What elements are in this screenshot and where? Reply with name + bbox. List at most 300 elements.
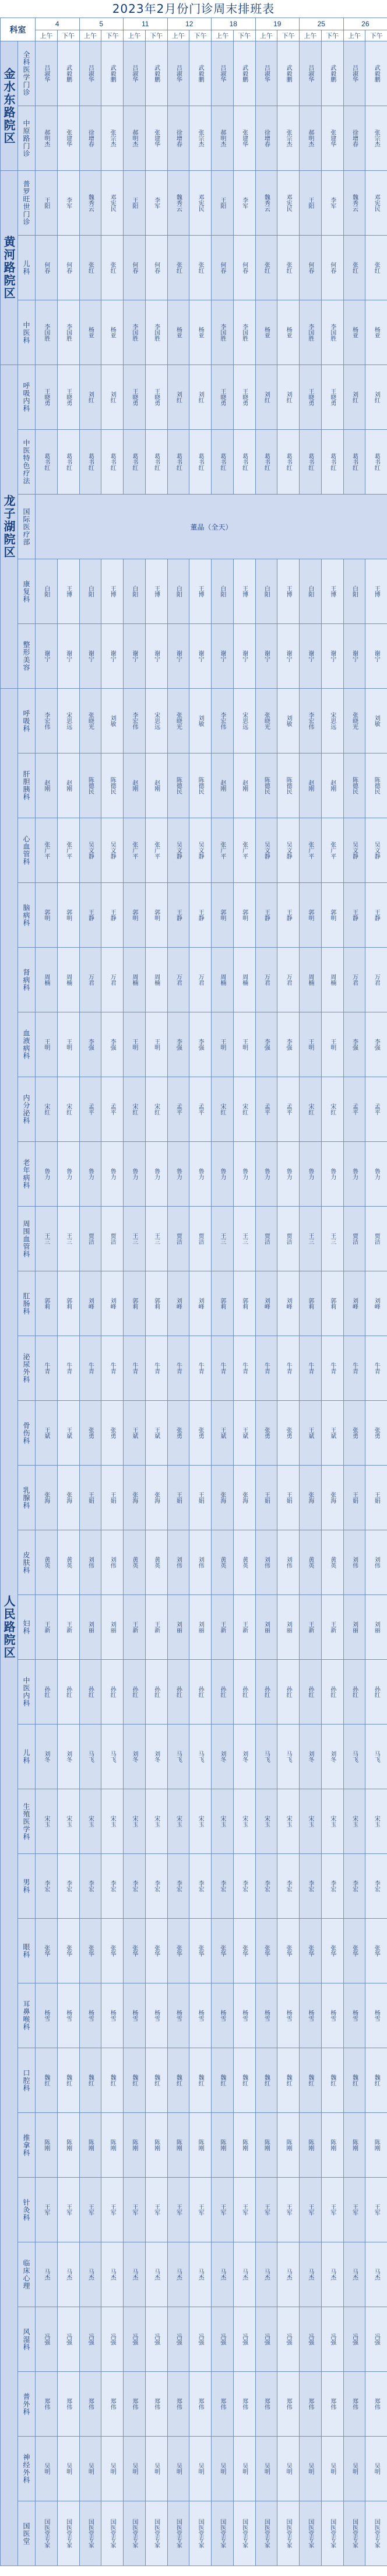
doctor-cell: 吴明	[365, 2437, 387, 2501]
doctor-cell: 鲁力	[300, 1142, 322, 1207]
doctor-cell: 谢宁	[145, 624, 167, 689]
doctor-cell: 赵刚	[321, 753, 343, 818]
schedule-row	[1, 2307, 387, 2372]
doctor-cell: 赵刚	[300, 753, 322, 818]
doctor-cell: 马飞	[255, 1725, 277, 1789]
dept-label: 推拿科	[18, 2113, 36, 2178]
morning-header: 上午	[212, 30, 234, 41]
doctor-cell: 鲁力	[212, 1142, 234, 1207]
doctor-cell: 张广平	[233, 818, 255, 883]
doctor-cell: 张华	[300, 1919, 322, 1983]
doctor-cell: 宋红	[124, 1077, 146, 1142]
doctor-cell: 宋红	[36, 1077, 58, 1142]
doctor-cell: 周楠	[145, 948, 167, 1012]
doctor-cell: 吴明	[57, 2437, 79, 2501]
doctor-cell: 张勇	[277, 1401, 300, 1466]
schedule-row	[1, 1660, 387, 1725]
doctor-cell: 吴明	[321, 2437, 343, 2501]
doctor-cell: 王斌	[321, 1401, 343, 1466]
doctor-cell: 郭莉	[57, 1271, 79, 1336]
doctor-cell: 牛青	[101, 1336, 124, 1401]
doctor-cell: 陈刚	[233, 2113, 255, 2178]
doctor-cell: 孙红	[57, 1660, 79, 1725]
doctor-cell: 郭莉	[321, 1271, 343, 1336]
doctor-cell: 王静	[255, 883, 277, 948]
doctor-cell: 国医堂专家	[167, 2501, 189, 2566]
doctor-cell: 谢宁	[167, 624, 189, 689]
doctor-cell: 王阳	[36, 171, 58, 236]
doctor-cell: 李宏	[233, 1854, 255, 1919]
doctor-cell: 郑伟	[101, 2372, 124, 2437]
afternoon-header: 下午	[233, 30, 255, 41]
doctor-cell: 杨雪	[321, 1983, 343, 2048]
doctor-cell: 冯强	[343, 2307, 365, 2372]
doctor-cell: 国医堂专家	[321, 2501, 343, 2566]
schedule-row	[1, 430, 387, 495]
doctor-cell: 白阳	[79, 559, 101, 624]
doctor-cell: 王博	[321, 559, 343, 624]
doctor-cell: 王三	[36, 1207, 58, 1271]
doctor-cell: 魏红	[57, 2048, 79, 2113]
doctor-cell: 万君	[101, 948, 124, 1012]
doctor-cell: 武毅鹏	[101, 41, 124, 106]
doctor-cell: 张勇	[365, 1401, 387, 1466]
campus-name: 黄河路院区	[2, 236, 16, 300]
doctor-cell: 鲁力	[57, 1142, 79, 1207]
doctor-cell: 冯强	[365, 2307, 387, 2372]
doctor-cell: 刘敏	[101, 689, 124, 753]
doctor-cell: 张华	[365, 1919, 387, 1983]
doctor-cell: 王博	[101, 559, 124, 624]
doctor-cell: 郭莉	[124, 1271, 146, 1336]
doctor-cell: 鲁力	[277, 1142, 300, 1207]
doctor-cell: 陈刚	[189, 2113, 212, 2178]
doctor-cell: 张宗杰	[101, 106, 124, 171]
doctor-cell: 徐增春	[343, 106, 365, 171]
doctor-cell: 陈刚	[300, 2113, 322, 2178]
doctor-cell: 陈德民	[101, 753, 124, 818]
doctor-cell: 牛青	[189, 1336, 212, 1401]
doctor-cell: 王娟	[189, 1466, 212, 1530]
doctor-cell: 张宗杰	[277, 106, 300, 171]
doctor-cell: 马杰	[167, 2242, 189, 2307]
doctor-cell: 万君	[79, 948, 101, 1012]
doctor-cell: 郭明	[57, 883, 79, 948]
doctor-cell: 李强	[79, 1012, 101, 1077]
doctor-cell: 刘峰	[343, 1271, 365, 1336]
schedule-row	[1, 1336, 387, 1401]
doctor-cell: 贾洁	[79, 1207, 101, 1271]
doctor-cell: 郑伟	[57, 2372, 79, 2437]
doctor-cell: 白阳	[124, 559, 146, 624]
doctor-cell: 郝明杰	[124, 106, 146, 171]
doctor-cell: 刘敏	[277, 689, 300, 753]
doctor-cell: 魏红	[321, 2048, 343, 2113]
doctor-cell: 李宏伟	[300, 689, 322, 753]
doctor-cell: 张华	[343, 1919, 365, 1983]
doctor-cell: 吴明	[277, 2437, 300, 2501]
doctor-cell: 贾洁	[101, 1207, 124, 1271]
dept-label: 生殖医学科	[18, 1789, 36, 1854]
schedule-row	[1, 1595, 387, 1660]
doctor-cell: 孙红	[255, 1660, 277, 1725]
doctor-cell: 孙红	[343, 1660, 365, 1725]
doctor-cell: 孙红	[300, 1660, 322, 1725]
doctor-cell: 谢宁	[233, 624, 255, 689]
doctor-cell: 吴明	[343, 2437, 365, 2501]
doctor-cell: 郑伟	[36, 2372, 58, 2437]
doctor-cell: 谢宁	[79, 624, 101, 689]
doctor-cell: 李国胜	[212, 300, 234, 365]
doctor-cell: 魏红	[124, 2048, 146, 2113]
dept-label: 皮肤科	[18, 1530, 36, 1595]
doctor-cell: 周楠	[321, 948, 343, 1012]
doctor-cell: 冯强	[101, 2307, 124, 2372]
campus-name: 人民路院区	[2, 1595, 16, 1659]
doctor-cell: 白阳	[36, 559, 58, 624]
doctor-cell: 张华	[321, 1919, 343, 1983]
doctor-cell: 宋玉	[167, 1789, 189, 1854]
dept-label: 儿科	[18, 236, 36, 300]
doctor-cell: 李宏	[212, 1854, 234, 1919]
doctor-cell: 李国胜	[124, 300, 146, 365]
doctor-cell: 刘红	[101, 365, 124, 430]
doctor-cell: 张华	[189, 1919, 212, 1983]
doctor-cell: 杨雪	[189, 1983, 212, 2048]
doctor-cell: 李宏	[57, 1854, 79, 1919]
schedule-row	[1, 883, 387, 948]
doctor-cell: 陈刚	[124, 2113, 146, 2178]
doctor-cell: 武毅鹏	[365, 41, 387, 106]
doctor-cell: 宋玉	[57, 1789, 79, 1854]
schedule-row	[1, 365, 387, 430]
doctor-cell: 吴文静	[189, 818, 212, 883]
doctor-cell: 李军	[233, 171, 255, 236]
doctor-cell: 陈德民	[277, 753, 300, 818]
doctor-cell: 郭明	[212, 883, 234, 948]
day-header: 19	[255, 18, 300, 30]
schedule-row	[1, 1142, 387, 1207]
schedule-row	[1, 2178, 387, 2242]
doctor-cell: 马杰	[212, 2242, 234, 2307]
doctor-cell: 郭莉	[212, 1271, 234, 1336]
doctor-cell: 国医堂专家	[124, 2501, 146, 2566]
doctor-cell: 张勇	[189, 1401, 212, 1466]
doctor-cell: 王军	[101, 2178, 124, 2242]
dept-label: 妇科	[18, 1595, 36, 1660]
doctor-cell: 陈德民	[343, 753, 365, 818]
doctor-cell: 李宏	[343, 1854, 365, 1919]
doctor-cell: 冯强	[167, 2307, 189, 2372]
doctor-cell: 王博	[145, 559, 167, 624]
doctor-cell: 李国胜	[57, 300, 79, 365]
doctor-cell: 王博	[233, 559, 255, 624]
doctor-cell: 宋思远	[145, 689, 167, 753]
schedule-row	[1, 2372, 387, 2437]
doctor-cell: 宋玉	[101, 1789, 124, 1854]
schedule-row	[1, 1271, 387, 1336]
doctor-cell: 王博	[277, 559, 300, 624]
doctor-cell: 宋思远	[233, 689, 255, 753]
doctor-cell: 牛青	[212, 1336, 234, 1401]
doctor-cell: 周楠	[212, 948, 234, 1012]
doctor-cell: 张广平	[145, 818, 167, 883]
doctor-cell: 王军	[36, 2178, 58, 2242]
doctor-cell: 郭莉	[36, 1271, 58, 1336]
doctor-cell: 张勇	[343, 1401, 365, 1466]
doctor-cell: 张华	[57, 1919, 79, 1983]
afternoon-header: 下午	[321, 30, 343, 41]
doctor-cell: 王静	[343, 883, 365, 948]
doctor-cell: 刘峰	[277, 1271, 300, 1336]
dept-label: 周围血管科	[18, 1207, 36, 1271]
doctor-cell: 郑伟	[255, 2372, 277, 2437]
doctor-cell: 王静	[101, 883, 124, 948]
doctor-cell: 杨雪	[145, 1983, 167, 2048]
dept-label: 中医内科	[18, 1660, 36, 1725]
doctor-cell: 国医堂专家	[189, 2501, 212, 2566]
doctor-cell: 魏红	[36, 2048, 58, 2113]
doctor-cell: 王军	[167, 2178, 189, 2242]
doctor-cell: 李国胜	[145, 300, 167, 365]
doctor-cell: 武毅鹏	[145, 41, 167, 106]
doctor-cell: 何春	[36, 236, 58, 300]
doctor-cell: 张红	[189, 236, 212, 300]
doctor-cell: 宋思远	[57, 689, 79, 753]
doctor-cell: 李宏伟	[36, 689, 58, 753]
doctor-cell: 谢宁	[36, 624, 58, 689]
dept-label: 普罗旺世门诊	[18, 171, 36, 236]
doctor-cell: 王斌	[57, 1401, 79, 1466]
doctor-cell: 赵刚	[233, 753, 255, 818]
doctor-cell: 鲁力	[124, 1142, 146, 1207]
doctor-cell: 葛书红	[212, 430, 234, 495]
doctor-cell: 郭明	[321, 883, 343, 948]
doctor-cell: 白阳	[212, 559, 234, 624]
doctor-cell: 国医堂专家	[57, 2501, 79, 2566]
doctor-cell: 何春	[233, 236, 255, 300]
doctor-cell: 王娟	[167, 1466, 189, 1530]
dept-label: 肝胆胰科	[18, 753, 36, 818]
doctor-cell: 冯强	[124, 2307, 146, 2372]
doctor-cell: 赵刚	[36, 753, 58, 818]
doctor-cell: 王静	[365, 883, 387, 948]
doctor-cell: 魏红	[300, 2048, 322, 2113]
doctor-cell: 李国胜	[321, 300, 343, 365]
morning-header: 上午	[300, 30, 322, 41]
doctor-cell: 孙红	[145, 1660, 167, 1725]
doctor-cell: 王晓勇	[36, 365, 58, 430]
afternoon-header: 下午	[57, 30, 79, 41]
doctor-cell: 李宏	[79, 1854, 101, 1919]
doctor-cell: 孙红	[101, 1660, 124, 1725]
doctor-cell: 魏红	[101, 2048, 124, 2113]
doctor-cell: 王三	[321, 1207, 343, 1271]
doctor-cell: 刘丽	[255, 1595, 277, 1660]
doctor-cell: 张广平	[57, 818, 79, 883]
dept-label: 男科	[18, 1854, 36, 1919]
doctor-cell: 王明	[57, 1012, 79, 1077]
doctor-cell: 周楠	[57, 948, 79, 1012]
doctor-cell: 武毅鹏	[233, 41, 255, 106]
doctor-cell: 陈德民	[167, 753, 189, 818]
schedule-row	[1, 1983, 387, 2048]
doctor-cell: 张海	[36, 1466, 58, 1530]
doctor-cell: 刘冬	[321, 1725, 343, 1789]
doctor-cell: 王斌	[233, 1401, 255, 1466]
doctor-cell: 孙红	[167, 1660, 189, 1725]
doctor-cell: 王静	[277, 883, 300, 948]
doctor-cell: 李宏	[365, 1854, 387, 1919]
doctor-cell: 白阳	[343, 559, 365, 624]
dept-label: 老年病科	[18, 1142, 36, 1207]
doctor-cell: 杨亚	[365, 300, 387, 365]
doctor-cell: 王晓勇	[57, 365, 79, 430]
doctor-cell: 王娟	[101, 1466, 124, 1530]
doctor-cell: 陈刚	[365, 2113, 387, 2178]
doctor-cell: 刘敏	[365, 689, 387, 753]
doctor-cell: 马杰	[189, 2242, 212, 2307]
schedule-row	[1, 559, 387, 624]
doctor-cell: 谢宁	[300, 624, 322, 689]
doctor-cell: 郝明杰	[212, 106, 234, 171]
doctor-cell: 郝明杰	[300, 106, 322, 171]
doctor-cell: 王斌	[36, 1401, 58, 1466]
day-header: 18	[212, 18, 256, 30]
doctor-cell: 吴文静	[167, 818, 189, 883]
doctor-cell: 吴文静	[255, 818, 277, 883]
doctor-cell: 王晓勇	[321, 365, 343, 430]
doctor-cell: 魏秀云	[343, 171, 365, 236]
doctor-cell: 郭明	[233, 883, 255, 948]
doctor-cell: 刘峰	[167, 1271, 189, 1336]
doctor-cell: 张红	[101, 236, 124, 300]
doctor-cell: 葛书红	[57, 430, 79, 495]
doctor-cell: 何春	[124, 236, 146, 300]
schedule-row	[1, 1919, 387, 1983]
doctor-cell: 郑伟	[321, 2372, 343, 2437]
doctor-cell: 贾洁	[189, 1207, 212, 1271]
dept-label: 康复科	[18, 559, 36, 624]
doctor-cell: 武毅鹏	[277, 41, 300, 106]
doctor-cell: 王新	[36, 1595, 58, 1660]
doctor-cell: 李宏	[167, 1854, 189, 1919]
doctor-cell: 王晓勇	[124, 365, 146, 430]
doctor-cell: 邓宪民	[365, 171, 387, 236]
doctor-cell: 鲁力	[365, 1142, 387, 1207]
schedule-row	[1, 2501, 387, 2566]
doctor-cell: 牛青	[321, 1336, 343, 1401]
doctor-cell: 宋玉	[36, 1789, 58, 1854]
doctor-cell: 杨雪	[255, 1983, 277, 2048]
doctor-cell: 贾洁	[167, 1207, 189, 1271]
doctor-cell: 郭莉	[145, 1271, 167, 1336]
dept-label: 国医堂	[18, 2501, 36, 2566]
doctor-cell: 李国胜	[36, 300, 58, 365]
doctor-cell: 陈刚	[255, 2113, 277, 2178]
doctor-cell: 邓宪民	[101, 171, 124, 236]
doctor-cell: 宋红	[145, 1077, 167, 1142]
afternoon-header: 下午	[189, 30, 212, 41]
doctor-cell: 王明	[212, 1012, 234, 1077]
doctor-cell: 国医堂专家	[79, 2501, 101, 2566]
doctor-cell: 宋红	[321, 1077, 343, 1142]
schedule-table	[0, 17, 387, 2566]
schedule-row	[1, 1207, 387, 1271]
day-header: 12	[167, 18, 212, 30]
doctor-cell: 牛青	[233, 1336, 255, 1401]
doctor-cell: 张海	[212, 1466, 234, 1530]
doctor-cell: 国医堂专家	[212, 2501, 234, 2566]
doctor-cell: 张华	[233, 1919, 255, 1983]
doctor-cell: 马飞	[343, 1725, 365, 1789]
doctor-cell: 王军	[57, 2178, 79, 2242]
doctor-cell: 吴文静	[277, 818, 300, 883]
doctor-cell: 张华	[36, 1919, 58, 1983]
doctor-cell: 黄英	[212, 1530, 234, 1595]
doctor-cell: 冯强	[233, 2307, 255, 2372]
doctor-cell: 孙红	[189, 1660, 212, 1725]
doctor-cell: 黄英	[300, 1530, 322, 1595]
doctor-cell: 王新	[300, 1595, 322, 1660]
doctor-cell: 葛书红	[233, 430, 255, 495]
doctor-cell: 赵刚	[124, 753, 146, 818]
doctor-cell: 张勇	[101, 1401, 124, 1466]
doctor-cell: 张晓光	[255, 689, 277, 753]
doctor-cell: 魏红	[212, 2048, 234, 2113]
doctor-cell: 张晓光	[79, 689, 101, 753]
doctor-cell: 鲁力	[79, 1142, 101, 1207]
doctor-cell: 魏红	[255, 2048, 277, 2113]
doctor-cell: 李强	[101, 1012, 124, 1077]
doctor-cell: 张华	[145, 1919, 167, 1983]
doctor-cell: 魏红	[189, 2048, 212, 2113]
doctor-cell: 何春	[321, 236, 343, 300]
doctor-cell: 刘峰	[365, 1271, 387, 1336]
doctor-cell: 刘伟	[343, 1530, 365, 1595]
doctor-cell: 张海	[233, 1466, 255, 1530]
doctor-cell: 鲁力	[101, 1142, 124, 1207]
doctor-cell: 徐增春	[79, 106, 101, 171]
schedule-row	[1, 106, 387, 171]
doctor-cell: 刘峰	[189, 1271, 212, 1336]
doctor-cell: 王晓勇	[212, 365, 234, 430]
doctor-cell: 刘红	[277, 365, 300, 430]
dept-label: 肛肠科	[18, 1271, 36, 1336]
dept-label: 全科医学门诊	[18, 41, 36, 106]
dept-label: 肾病科	[18, 948, 36, 1012]
doctor-cell: 马杰	[79, 2242, 101, 2307]
doctor-cell: 陈德民	[79, 753, 101, 818]
doctor-cell: 魏秀云	[255, 171, 277, 236]
doctor-cell: 孙红	[365, 1660, 387, 1725]
doctor-cell: 王三	[212, 1207, 234, 1271]
doctor-cell: 张红	[277, 236, 300, 300]
doctor-cell: 宋玉	[255, 1789, 277, 1854]
doctor-cell: 葛书红	[321, 430, 343, 495]
doctor-cell: 张勇	[167, 1401, 189, 1466]
doctor-cell: 葛书红	[145, 430, 167, 495]
doctor-cell: 王军	[365, 2178, 387, 2242]
doctor-cell: 马杰	[343, 2242, 365, 2307]
doctor-cell: 李宏	[145, 1854, 167, 1919]
doctor-cell: 刘红	[343, 365, 365, 430]
morning-header: 上午	[124, 30, 146, 41]
doctor-cell: 吴明	[124, 2437, 146, 2501]
doctor-cell: 郑伟	[79, 2372, 101, 2437]
doctor-cell: 王新	[57, 1595, 79, 1660]
doctor-cell: 杨雪	[36, 1983, 58, 2048]
